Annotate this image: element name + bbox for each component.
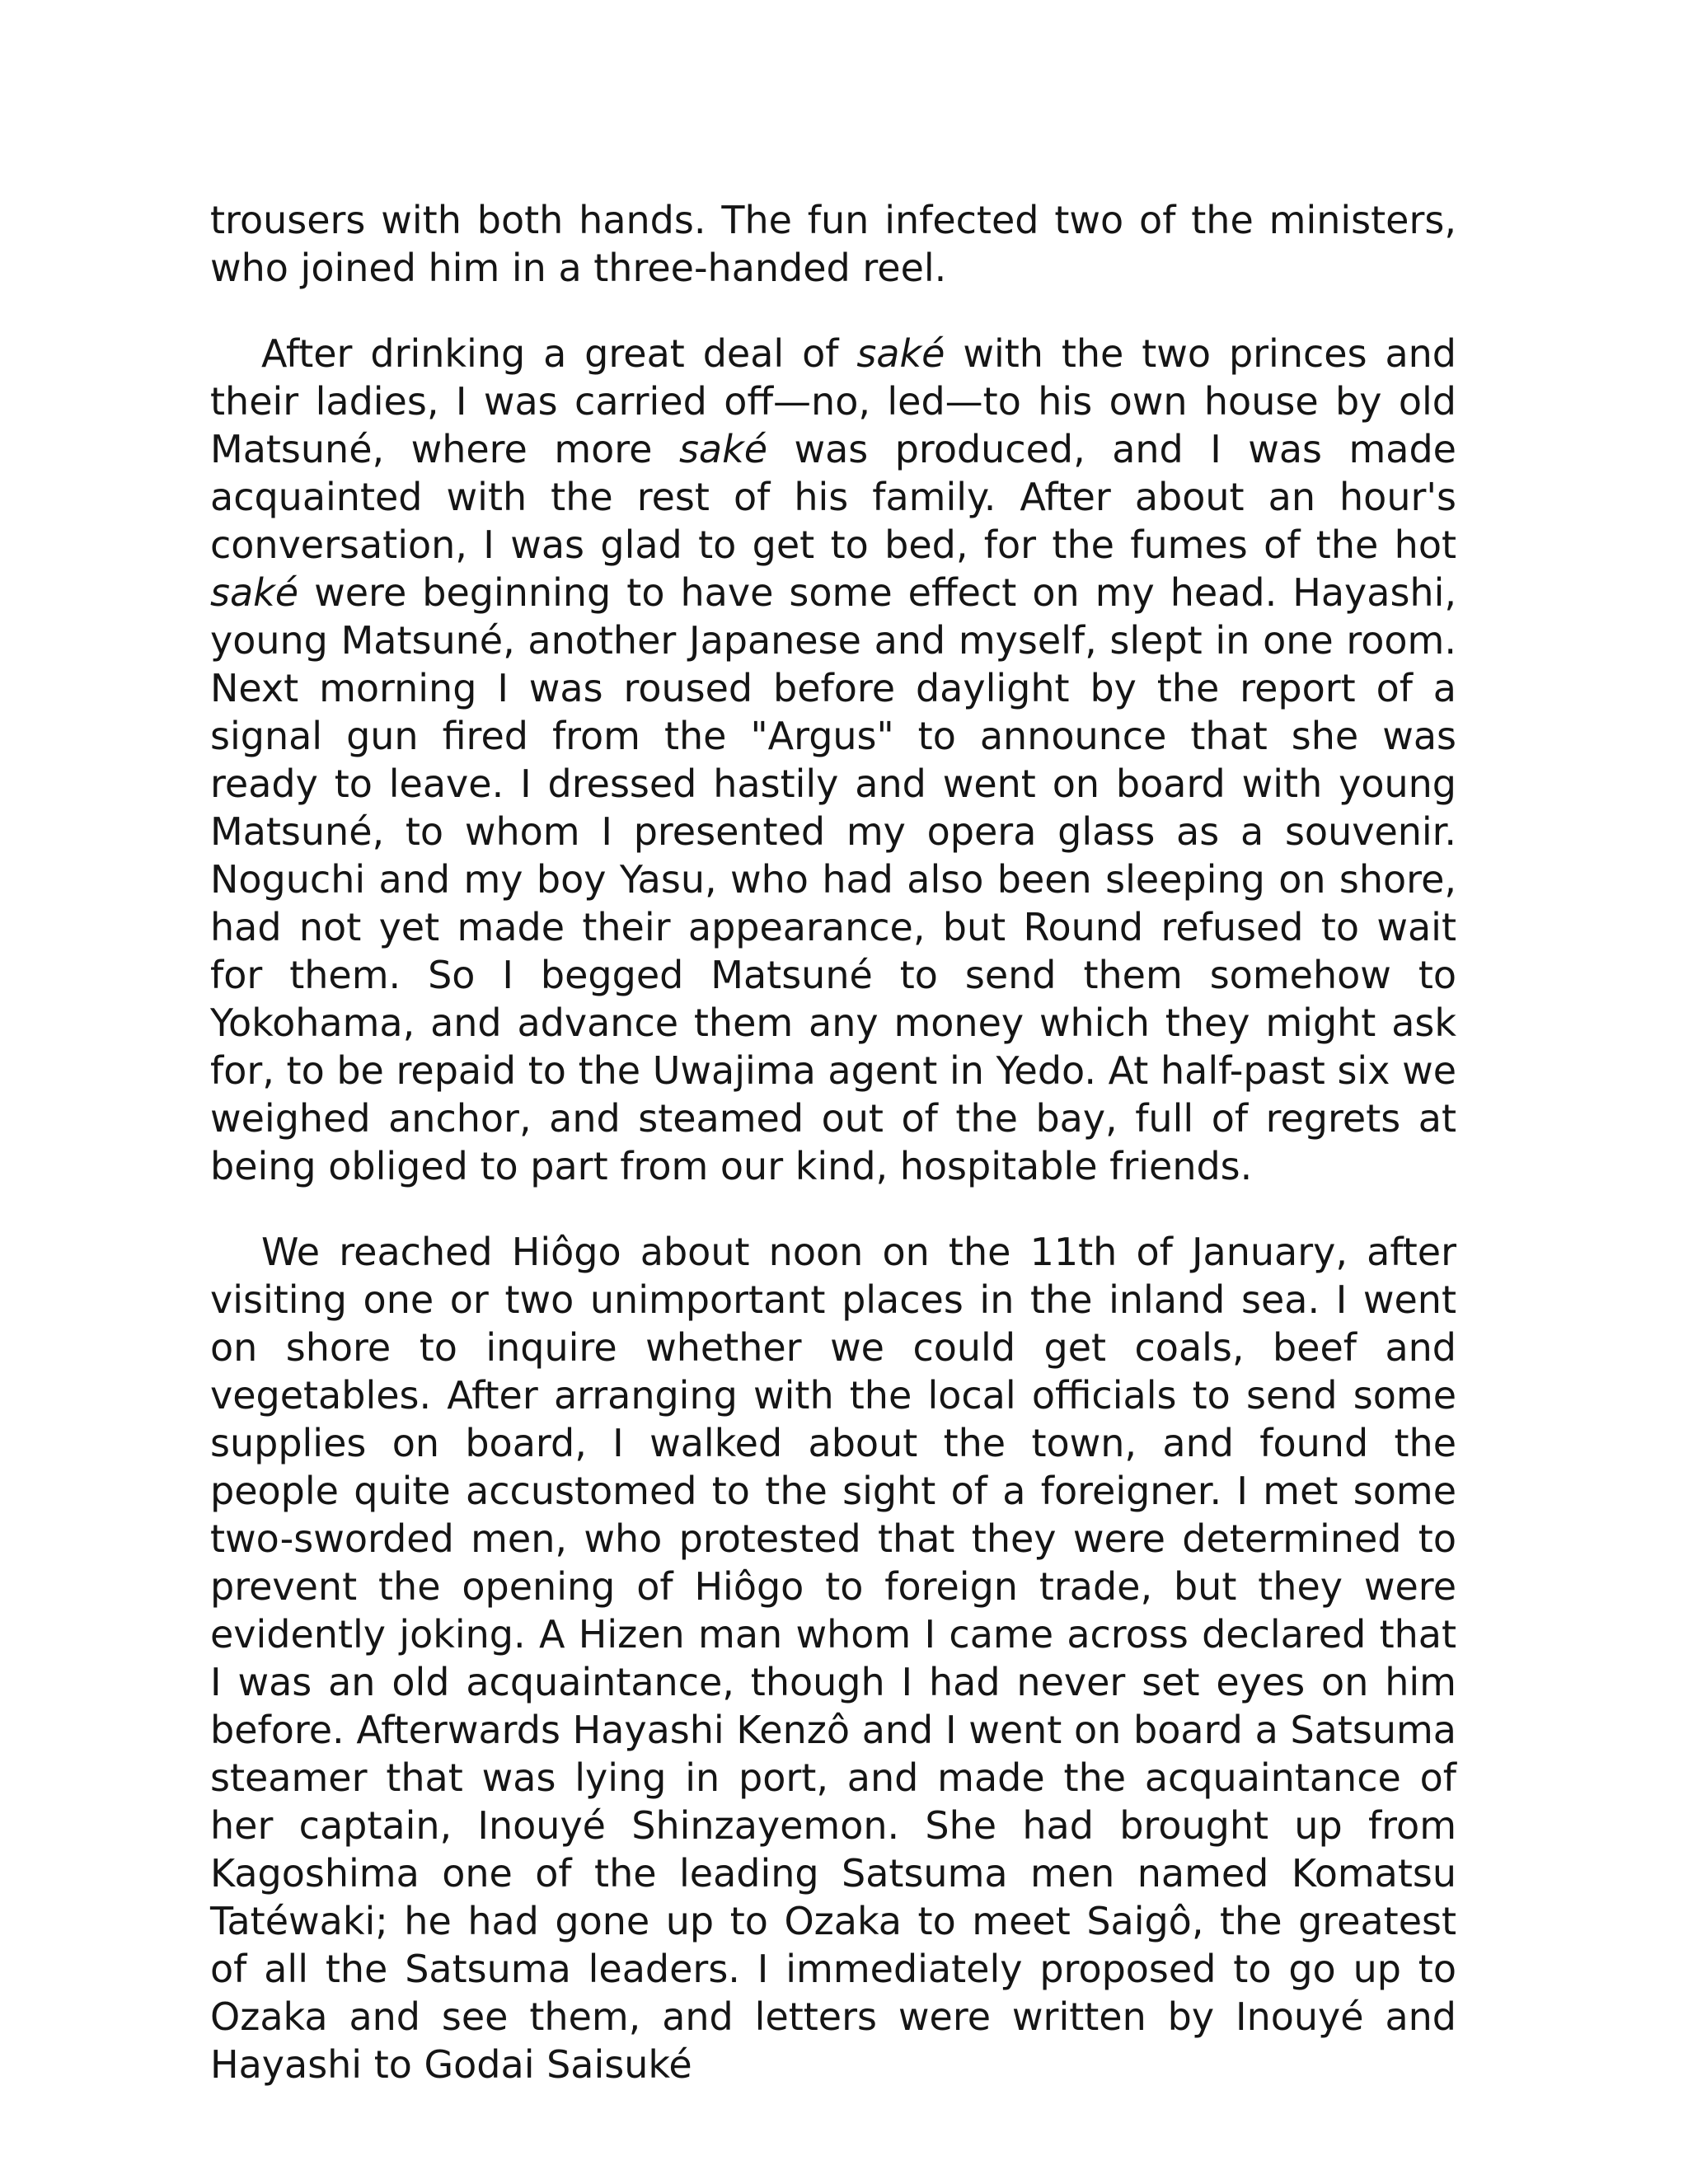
paragraph-2-text-1: After drinking a great deal of bbox=[261, 331, 857, 376]
paragraph-1 bbox=[210, 196, 1456, 292]
paragraph-2-text-2: with the two princes and their ladies, I was carried off—no, led—to his own house by old Matsuné, where more bbox=[210, 331, 1456, 471]
paragraph-2-text-3: was produced, and I was made acquainted with the rest of his family. After about an hour's conversation, I was glad to get to bed, for the fumes of the hot bbox=[210, 427, 1456, 567]
page-body bbox=[210, 196, 1456, 2088]
paragraph-2 bbox=[210, 330, 1456, 1190]
paragraph-3-text: We reached Hiôgo about noon on the 11th of January, after visiting one or two unimportant places in the inland sea. I went on shore to inquire whether we could get coals, beef and vegetables. After arranging with the local officials to send some supplies on board, I walked about the town, and found the people quite accustomed to the sight of a foreigner. I met some two-sworded men, who protested that they were determined to prevent the opening of Hiôgo to foreign trade, but they were evidently joking. A Hizen man whom I came across declared that I was an old acquaintance, though I had never set eyes on him before. Afterwards Hayashi Kenzô and I went on board a Satsuma steamer that was lying in port, and made the acquaintance of her captain, Inouyé Shinzayemon. She had brought up from Kagoshima one of the leading Satsuma men named Komatsu Tatéwaki; he had gone up to Ozaka to meet Saigô, the greatest of all the Satsuma leaders. I immediately proposed to go up to Ozaka and see them, and letters were written by Inouyé and Hayashi to Godai Saisuké bbox=[210, 1230, 1456, 2087]
paragraph-3 bbox=[210, 1228, 1456, 2088]
italic-word-sake: saké bbox=[678, 427, 768, 471]
italic-word-sake: saké bbox=[210, 570, 299, 615]
paragraph-2-text-4: were beginning to have some effect on my head. Hayashi, young Matsuné, another Japanese and myself, slept in one room. Next morning I was roused before daylight by the report of a signal gun fired from the "Argus" to announce that she was ready to leave. I dressed hastily and went on board with young Matsuné, to whom I presented my opera glass as a souvenir. Noguchi and my boy Yasu, who had also been sleeping on shore, had not yet made their appearance, but Round refused to wait for them. So I begged Matsuné to send them somehow to Yokohama, and advance them any money which they might ask for, to be repaid to the Uwajima agent in Yedo. At half-past six we weighed anchor, and steamed out of the bay, full of regrets at being obliged to part from our kind, hospitable friends. bbox=[210, 570, 1456, 1188]
italic-word-sake: saké bbox=[856, 331, 945, 376]
paragraph-1-text: trousers with both hands. The fun infected two of the ministers, who joined him in a three-handed reel. bbox=[210, 198, 1456, 290]
